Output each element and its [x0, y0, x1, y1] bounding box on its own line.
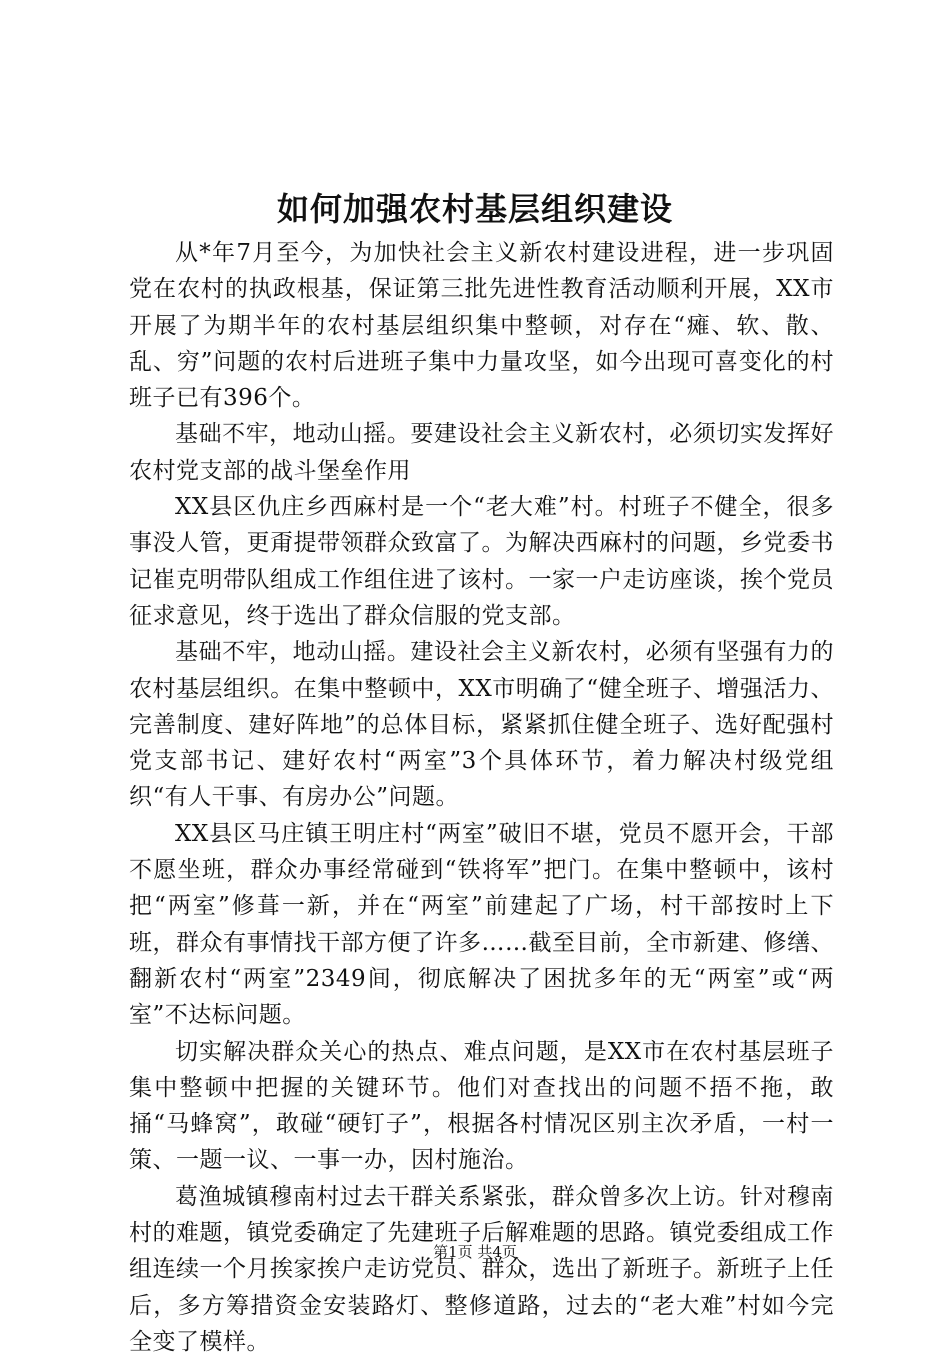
paragraph-4: 基础不牢，地动山摇。建设社会主义新农村，必须有坚强有力的农村基层组织。在集中整顿中，XX市明确了“健全班子、增强活力、完善制度、建好阵地”的总体目标，紧紧抓住健全班子、选好配强村党支部书记、建好农村“两室”3个具体环节，着力解决村级党组织“有人干事、有房办公”问题。 [129, 639, 834, 811]
paragraph-5: XX县区马庄镇王明庄村“两室”破旧不堪，党员不愿开会，干部不愿坐班，群众办事经常碰到“铁将军”把门。在集中整顿中，该村把“两室”修葺一新，并在“两室”前建起了广场，村干部按时上下班，群众有事情找干部方便了许多……截至目前，全市新建、修缮、翻新农村“两室”2349间，彻底解决了困扰多年的无“两室”或“两室”不达标问题。 [129, 820, 834, 1029]
paragraph-7: 葛渔城镇穆南村过去干群关系紧张，群众曾多次上访。针对穆南村的难题，镇党委确定了先建班子后解难题的思路。镇党委组成工作组连续一个月挨家挨户走访党员、群众，选出了新班子。新班子上任后，多方筹措资金安装路灯、整修道路，过去的“老大难”村如今完全变了模样。 [129, 1183, 834, 1355]
paragraph-3: XX县区仇庄乡西麻村是一个“老大难”村。村班子不健全，很多事没人管，更甭提带领群众致富了。为解决西麻村的问题，乡党委书记崔克明带队组成工作组住进了该村。一家一户走访座谈，挨个党员征求意见，终于选出了群众信服的党支部。 [129, 494, 834, 629]
page-footer: 第1页 共4页 [433, 1243, 517, 1261]
paragraph-1: 从*年7月至今，为加快社会主义新农村建设进程，进一步巩固党在农村的执政根基，保证第三批先进性教育活动顺利开展，XX市开展了为期半年的农村基层组织集中整顿，对存在“瘫、软、散、乱、穷”问题的农村后进班子集中力量攻坚，如今出现可喜变化的村班子已有396个。 [129, 240, 834, 412]
paragraph-2: 基础不牢，地动山摇。要建设社会主义新农村，必须切实发挥好农村党支部的战斗堡垒作用 [129, 421, 834, 484]
document-body [129, 235, 834, 1360]
paragraph-6: 切实解决群众关心的热点、难点问题，是XX市在农村基层班子集中整顿中把握的关键环节。他们对查找出的问题不捂不拖，敢捅“马蜂窝”，敢碰“硬钉子”，根据各村情况区别主次矛盾，一村一策、一题一议、一事一办，因村施治。 [129, 1038, 834, 1174]
document-title: 如何加强农村基层组织建设 [276, 190, 673, 228]
